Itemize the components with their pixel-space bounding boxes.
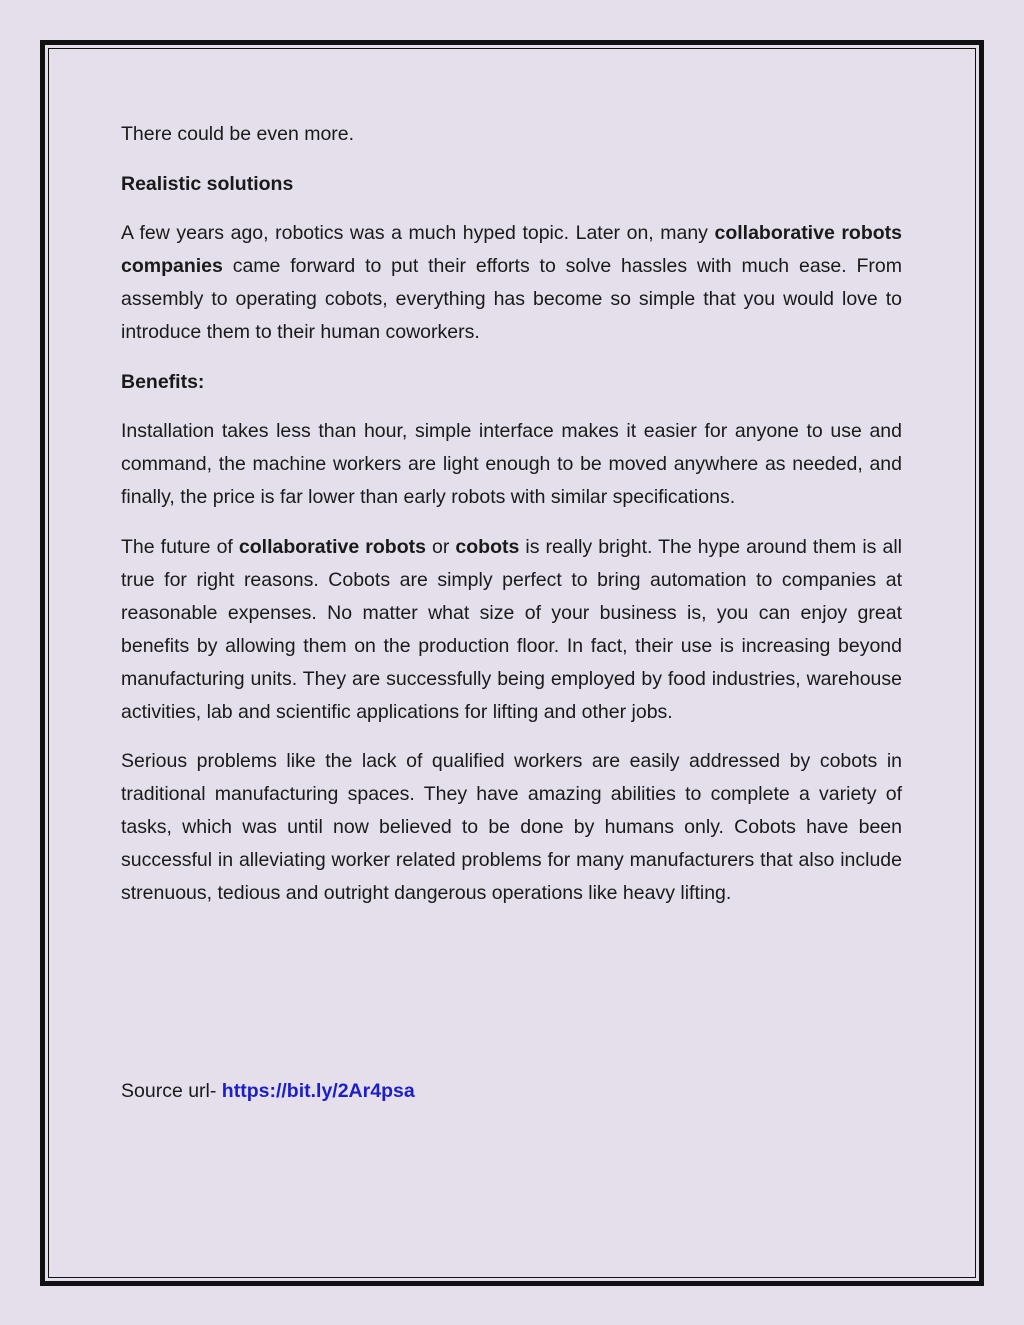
text-run: came forward to put their efforts to solve hassles with much ease. From assembly to operating cobots, everything has become so simple that you would love to introduce them to their human coworkers. [121,255,902,343]
paragraph-problems: Serious problems like the lack of qualified workers are easily addressed by cobots in traditional manufacturing spaces. They have amazing abilities to complete a variety of tasks, which was until now believed to be done by humans only. Cobots have been successful in alleviating worker related problems for many manufacturers that also include strenuous, tedious and outright dangerous operations like heavy lifting. [121,750,902,904]
source-line [121,1075,415,1108]
paragraph-robotics-history [121,217,902,349]
heading-benefits: Benefits: [121,370,205,393]
source-link[interactable]: https://bit.ly/2Ar4psa [221,1080,415,1102]
bold-phrase-collaborative-robots: collaborative robots [238,535,426,558]
source-label: Source url- [121,1080,222,1102]
bold-phrase-cobots: cobots [455,535,520,558]
intro-paragraph: There could be even more. [121,123,355,145]
text-run: or [425,535,456,558]
document-body [121,118,902,927]
text-run: is really bright. The hype around them is all true for right reasons. Cobots are simply perfect to bring automation to companies at reasonable expenses. No matter what size of your business is, you can enjoy great benefits by allowing them on the production floor. In fact, their use is increasing beyond manufacturing units. They are successfully being employed by food industries, warehouse activities, lab and scientific applications for lifting and other jobs. [121,535,902,723]
text-run: The future of [121,535,239,558]
text-run: A few years ago, robotics was a much hyped topic. Later on, many [121,222,715,244]
paragraph-benefits: Installation takes less than hour, simple interface makes it easier for anyone to use and command, the machine workers are light enough to be moved anywhere as needed, and finally, the price is far lower than early robots with similar specifications. [121,420,902,508]
paragraph-future [121,531,902,729]
bold-phrase-cobot-companies: collaborative robots companies [121,222,903,277]
heading-realistic-solutions: Realistic solutions [121,172,294,195]
